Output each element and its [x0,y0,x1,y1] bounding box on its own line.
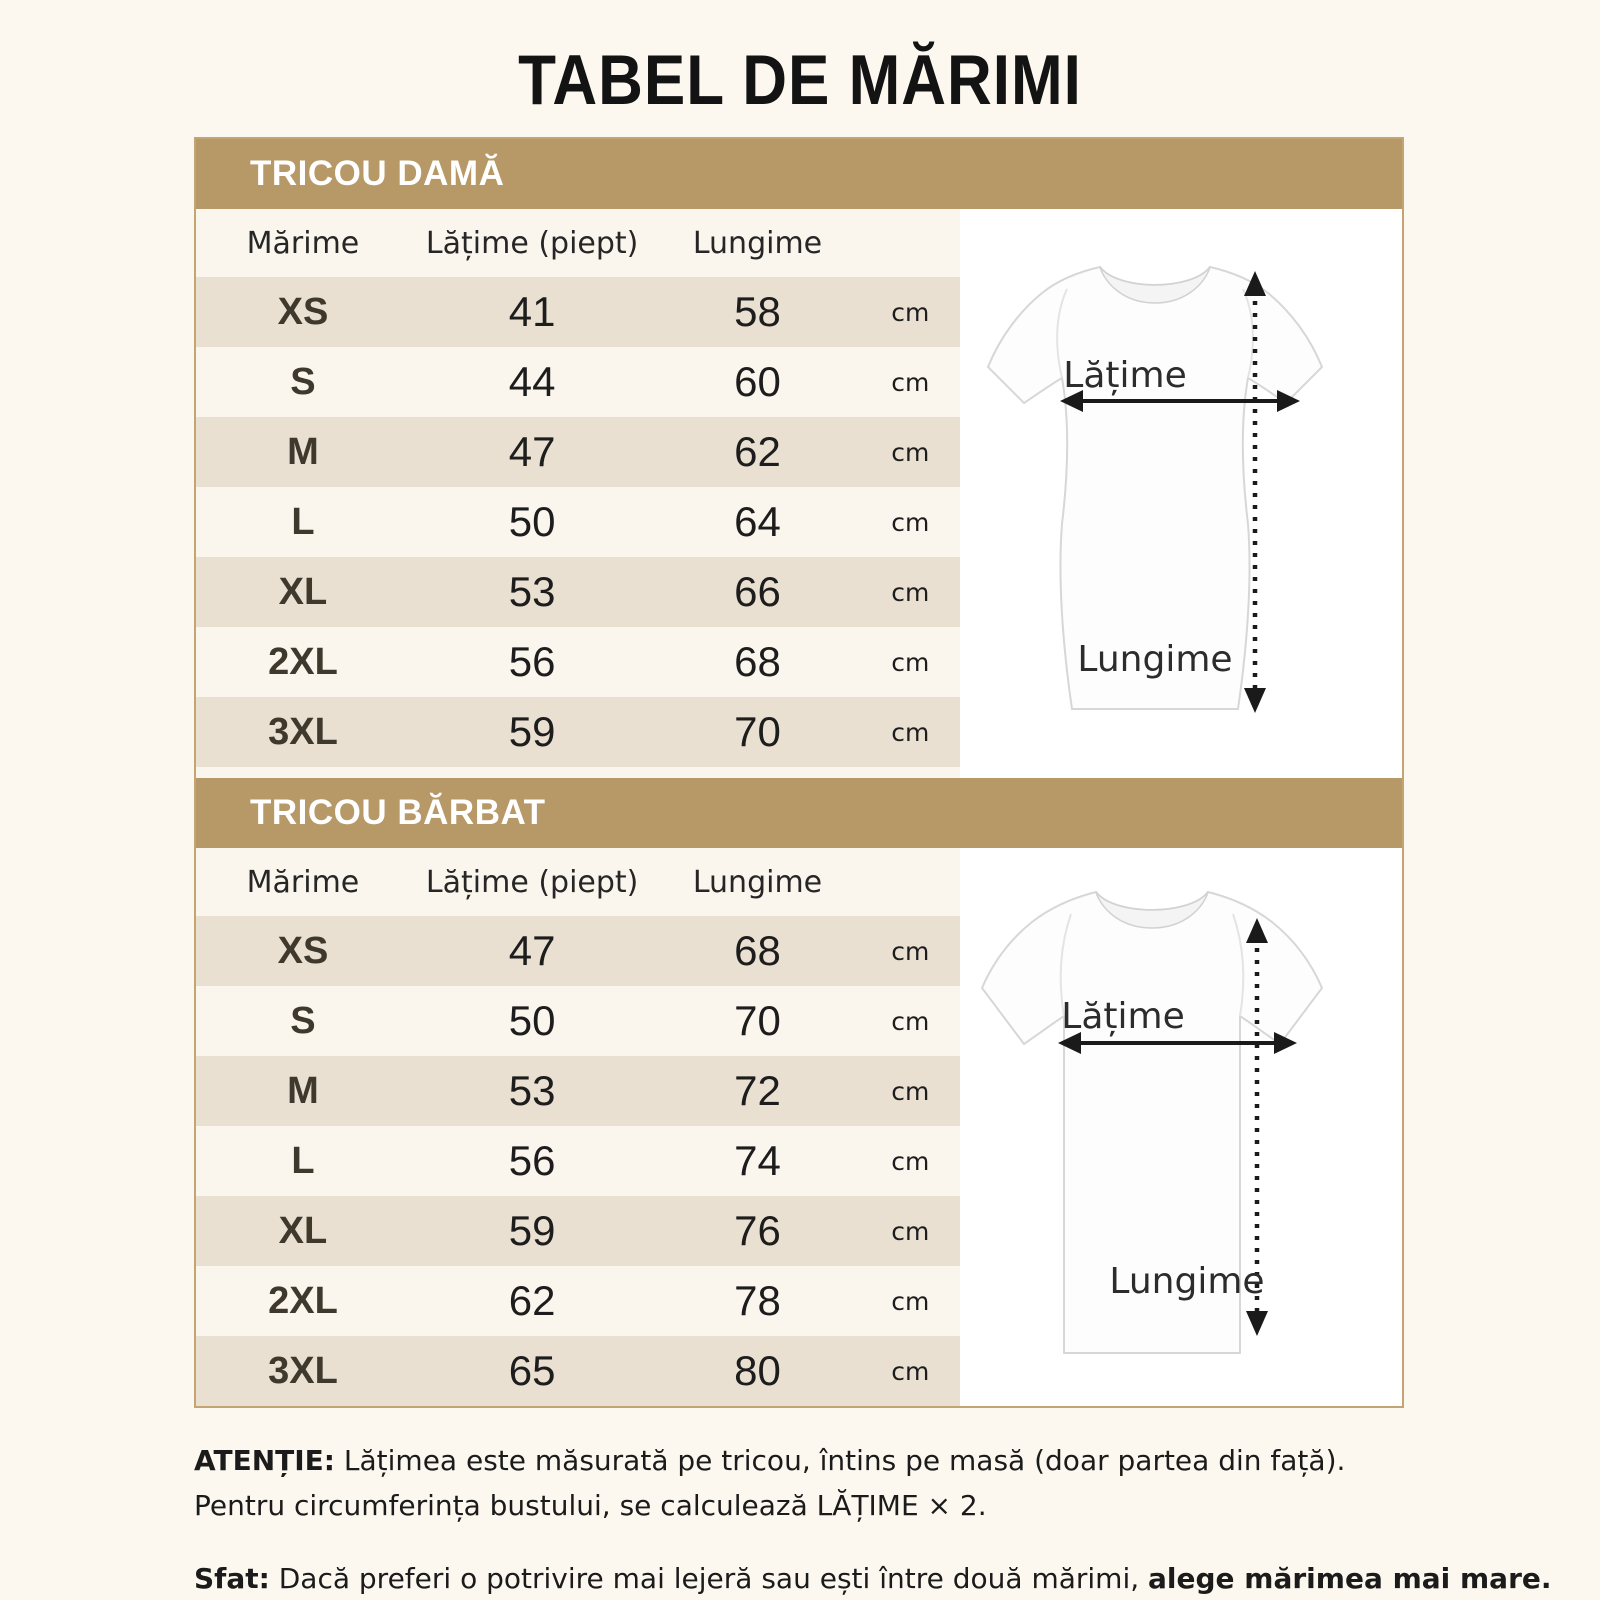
size-value: 2XL [268,1279,338,1322]
women-tshirt-illustration [960,209,1402,778]
tip-bold-text: alege mărimea mai mare. [1148,1561,1552,1595]
width-label: Lățime [1063,355,1187,396]
tip-note [194,1556,1552,1600]
unit-label: cm [891,717,930,747]
width-value: 50 [508,997,556,1044]
width-label: Lățime [1061,996,1185,1037]
size-value: XS [277,290,329,333]
section-men-title: TRICOU BĂRBAT [250,793,546,832]
width-value: 50 [508,498,556,545]
table-row [196,1196,960,1266]
tip-label: Sfat: [194,1561,270,1595]
page-title: TABEL DE MĂRIMI [518,41,1082,120]
men-size-table [196,848,960,1406]
women-table-header-row [196,209,960,277]
length-value: 58 [734,288,781,335]
size-chart-box [194,137,1404,1408]
column-header-size: Mărime [246,864,360,900]
size-value: L [291,500,315,543]
length-value: 70 [734,997,781,1044]
men-table-header-row [196,848,960,916]
unit-label: cm [891,507,930,537]
unit-label: cm [891,1146,930,1176]
size-value: 3XL [268,710,338,753]
width-value: 41 [508,288,556,335]
table-row [196,1126,960,1196]
section-women-title: TRICOU DAMĂ [250,154,505,193]
length-value: 78 [734,1277,781,1324]
width-value: 59 [508,708,556,755]
size-value: 2XL [268,640,338,683]
section-men-header [196,778,1402,848]
length-value: 72 [734,1067,781,1114]
unit-label: cm [891,647,930,677]
column-header-length: Lungime [692,225,823,261]
size-value: S [290,360,316,403]
width-value: 47 [508,927,556,974]
size-value: S [290,999,316,1042]
unit-label: cm [891,936,930,966]
attention-label: ATENȚIE: [194,1444,335,1477]
width-value: 47 [508,428,556,475]
unit-label: cm [891,1356,930,1386]
length-value: 80 [734,1347,781,1394]
table-row [196,417,960,487]
men-tshirt-illustration [960,848,1402,1406]
length-label: Lungime [1109,1261,1265,1302]
width-value: 65 [508,1347,556,1394]
section-men-content [196,848,1402,1406]
section-women-header [196,139,1402,209]
men-table-rows [196,916,960,1406]
section-women-content [196,209,1402,778]
width-value: 62 [508,1277,556,1324]
column-header-length: Lungime [692,864,823,900]
length-value: 66 [734,568,781,615]
length-value: 62 [734,428,781,475]
footnotes [194,1438,1552,1600]
width-value: 44 [508,358,556,405]
size-value: L [291,1139,315,1182]
tip-text: Dacă preferi o potrivire mai lejeră sau ești între două mărimi, [269,1561,1149,1595]
size-value: XS [277,929,329,972]
table-row [196,1266,960,1336]
table-row [196,557,960,627]
size-value: XL [278,1209,328,1252]
attention-note-line2: Pentru circumferința bustului, se calculează LĂȚIME × 2. [194,1489,987,1523]
unit-label: cm [891,297,930,327]
width-value: 56 [508,638,556,685]
women-table-rows [196,277,960,767]
unit-label: cm [891,1216,930,1246]
unit-label: cm [891,577,930,607]
table-row [196,627,960,697]
attention-text: Lățimea este măsurată pe tricou, întins pe masă (doar partea din față). [335,1444,1346,1477]
size-value: M [287,1069,319,1112]
unit-label: cm [891,1076,930,1106]
length-value: 68 [734,638,781,685]
women-diagram [960,209,1402,778]
column-header-width: Lățime (piept) [425,864,639,900]
unit-label: cm [891,367,930,397]
women-size-table [196,209,960,778]
section-women [196,139,1402,778]
length-value: 76 [734,1207,781,1254]
table-row [196,1336,960,1406]
width-value: 53 [508,1067,556,1114]
unit-label: cm [891,437,930,467]
width-value: 56 [508,1137,556,1184]
size-value: XL [278,570,328,613]
attention-note [194,1438,1552,1483]
unit-label: cm [891,1286,930,1316]
width-value: 59 [508,1207,556,1254]
unit-label: cm [891,1006,930,1036]
length-value: 60 [734,358,781,405]
table-row [196,1056,960,1126]
table-row [196,986,960,1056]
size-value: 3XL [268,1349,338,1392]
column-header-width: Lățime (piept) [425,225,639,261]
length-value: 64 [734,498,781,545]
width-value: 53 [508,568,556,615]
size-value: M [287,430,319,473]
table-row [196,916,960,986]
table-row [196,487,960,557]
men-diagram [960,848,1402,1406]
table-row [196,347,960,417]
length-value: 70 [734,708,781,755]
table-row [196,697,960,767]
table-row [196,277,960,347]
length-value: 74 [734,1137,781,1184]
length-label: Lungime [1077,639,1233,680]
section-men [196,778,1402,1406]
column-header-size: Mărime [246,225,360,261]
length-value: 68 [734,927,781,974]
